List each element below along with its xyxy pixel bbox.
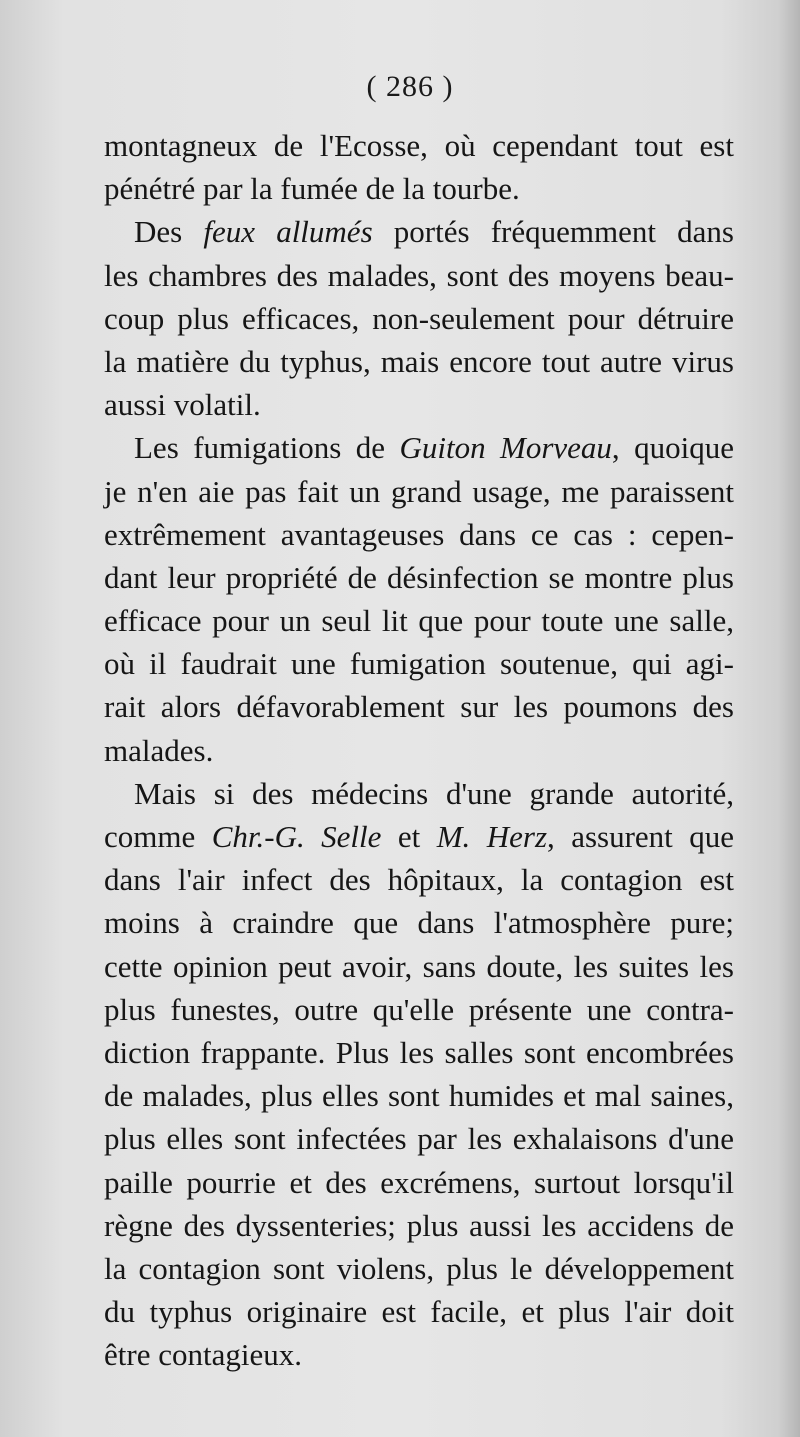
text-line	[104, 988, 734, 1031]
text-span: plus funestes, outre qu'elle présente une contra-	[104, 991, 734, 1027]
italic-text: Guiton Morveau	[399, 430, 612, 466]
text-span: diction frappante. Plus les salles sont encombrées	[104, 1034, 734, 1070]
text-line	[104, 772, 734, 815]
text-line	[104, 470, 734, 513]
text-span: efficace pour un seul lit que pour toute une salle,	[104, 603, 734, 639]
text-span: montagneux de l'Ecosse, où cependant tout est	[104, 128, 734, 163]
text-span: paille pourrie et des excrémens, surtout lorsqu'il	[104, 1164, 734, 1200]
text-line	[104, 858, 734, 901]
text-line	[104, 945, 734, 988]
text-span: portés fréquemment dans	[372, 214, 734, 250]
text-span: où il faudrait une fumigation soutenue, qui agi-	[104, 646, 734, 682]
text-line	[104, 599, 734, 642]
text-span: dans l'air infect des hôpitaux, la contagion est	[104, 862, 734, 898]
text-line	[104, 685, 734, 728]
body-text	[104, 124, 734, 1376]
text-span: la contagion sont violens, plus le développement	[104, 1250, 734, 1286]
text-span: coup plus efficaces, non-seulement pour détruire	[104, 300, 734, 336]
text-span: de malades, plus elles sont humides et mal saines,	[104, 1078, 734, 1114]
text-line	[104, 1117, 734, 1160]
text-span: dant leur propriété de désinfection se montre plus	[104, 559, 734, 595]
text-span: Des	[134, 214, 204, 250]
text-span: rait alors défavorablement sur les poumons des	[104, 689, 734, 725]
text-line	[104, 901, 734, 944]
text-line	[104, 729, 734, 772]
text-span: Les fumigations de	[134, 430, 400, 466]
text-line	[104, 1247, 734, 1290]
italic-text: feux allumés	[203, 214, 373, 250]
text-span: moins à craindre que dans l'atmosphère pure;	[104, 905, 734, 941]
text-span: pénétré par la fumée de la tourbe.	[104, 171, 520, 207]
text-span: du typhus originaire est facile, et plus l'air doit	[104, 1294, 734, 1330]
text-span: aussi volatil.	[104, 387, 261, 423]
text-span: , quoique	[611, 430, 734, 466]
text-line	[104, 167, 734, 210]
text-line	[104, 340, 734, 383]
text-span: malades.	[104, 732, 214, 768]
text-line	[104, 556, 734, 599]
text-span: la matière du typhus, mais encore tout autre virus	[104, 343, 734, 379]
page-number: ( 286 )	[366, 70, 454, 103]
text-line	[104, 383, 734, 426]
text-line	[104, 297, 734, 340]
text-span: être contagieux.	[104, 1337, 302, 1373]
page-edge-shadow	[778, 0, 800, 1437]
text-line	[104, 426, 734, 469]
text-line	[104, 1204, 734, 1247]
text-span: et	[381, 819, 437, 854]
text-span: cette opinion peut avoir, sans doute, les suites les	[104, 948, 734, 984]
text-span: Mais si des médecins d'une grande autorité,	[134, 775, 734, 811]
text-span: extrêmement avantageuses dans ce cas : cepen-	[104, 516, 734, 552]
text-line	[104, 1161, 734, 1204]
text-span: je n'en aie pas fait un grand usage, me paraissent	[104, 473, 734, 509]
text-line	[104, 210, 734, 253]
text-line	[104, 1031, 734, 1074]
text-line	[104, 815, 734, 858]
text-line	[104, 124, 734, 167]
text-line	[104, 642, 734, 685]
text-line	[104, 513, 734, 556]
text-line	[104, 1333, 734, 1376]
text-span: plus elles sont infectées par les exhalaisons d'une	[104, 1121, 734, 1157]
text-span: les chambres des malades, sont des moyens beau-	[104, 257, 734, 293]
text-line	[104, 1290, 734, 1333]
italic-text: Chr.-G. Selle	[211, 819, 382, 854]
text-span: , assurent que	[547, 819, 735, 854]
italic-text: M. Herz	[436, 819, 548, 854]
text-line	[104, 1074, 734, 1117]
text-span: règne des dyssenteries; plus aussi les accidens de	[104, 1207, 734, 1243]
text-line	[104, 254, 734, 297]
text-span: comme	[104, 819, 212, 854]
